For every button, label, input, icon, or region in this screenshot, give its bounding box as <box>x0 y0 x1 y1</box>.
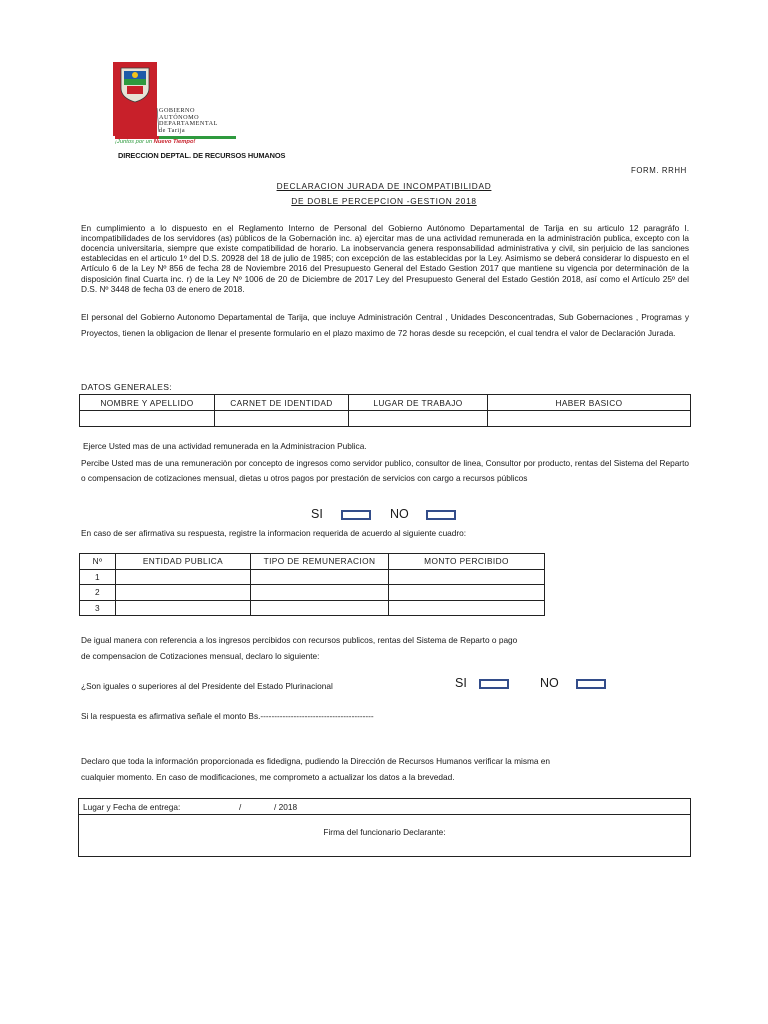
column-header-carnet: CARNET DE IDENTIDAD <box>215 395 349 411</box>
declaration-line-1: Declaro que toda la información proporcionada es fidedigna, pudiendo la Dirección de Recursos Humanos verificar la misma en <box>81 756 551 766</box>
intro-paragraph: En cumplimiento a lo dispuesto en el Reglamento Interno de Personal del Gobierno Autónomo Departamental de Tarija en su articulo 12 paragráfo I. incompatibilidades de los servidores (as) públicos de la Gobernación inc. a) ejercitar mas de una actividad remunerada en la administración publica, excepto con la docencia universitaria, siempre que existe compatibilidad de horario. La inobservancia genera responsabilidad administrativa y civil, sin perjuicio de las sanciones establecidas en el articulo 1º del D.S. 20928 del 18 de julio de 1985; con excepción de las establecidas por la Ley. Asimismo se deberá considerar lo dispuesto en el Artículo 6 de la Ley Nº 856 de fecha 28 de Noviembre 2016 del Presupuesto General del Estado Gestion 2017 que mantiene su vigencia por determinación de la disposición final Cuarta inc. r) de la Ley Nº 1006 de 20 de Diciembre de 2017 Ley del Presupuesto General del Estado Gestión 2018, así como el Artículo 25º del D.S. Nº 3448 de fecha 03 de enero de 2018. <box>81 223 689 294</box>
general-data-table <box>79 394 691 427</box>
gobernacion-logo <box>113 62 236 146</box>
pension-paragraph-line-1: De igual manera con referencia a los ingresos percibidos con recursos publicos, rentas del Sistema de Reparto o pago <box>81 635 518 645</box>
signature-box <box>78 798 691 857</box>
remuneration-header-row <box>80 554 545 570</box>
tipo-field[interactable] <box>251 569 389 585</box>
nombre-field[interactable] <box>80 411 215 427</box>
column-header-tipo: TIPO DE REMUNERACION <box>251 554 389 570</box>
form-title-text-2: DE DOBLE PERCEPCION -GESTION 2018 <box>291 196 477 206</box>
monto-field[interactable] <box>389 569 545 585</box>
column-header-nombre: NOMBRE Y APELLIDO <box>80 395 215 411</box>
remuneration-table <box>79 553 545 616</box>
column-header-entidad: ENTIDAD PUBLICA <box>116 554 251 570</box>
pension-paragraph-line-2: de compensacion de Cotizaciones mensual, declaro lo siguiente: <box>81 651 320 661</box>
logo-slogan-bold: Nuevo Tiempo! <box>153 139 196 145</box>
column-header-haber: HABER BASICO <box>488 395 691 411</box>
general-data-input-row <box>80 411 691 427</box>
amount-line: Si la respuesta es afirmativa señale el monto Bs.----------------------------------------- <box>81 711 374 721</box>
question-2-text: ¿Son iguales o superiores al del Presidente del Estado Plurinacional <box>81 681 333 691</box>
question-2-yes-label: SI <box>455 676 467 690</box>
form-title-line-1 <box>0 181 768 191</box>
place-date-label: Lugar y Fecha de entrega: <box>83 802 181 812</box>
table-row <box>80 585 545 601</box>
row-number: 3 <box>80 600 116 616</box>
question-1-no-checkbox[interactable] <box>426 510 456 520</box>
form-code: FORM. RRHH <box>631 166 687 175</box>
column-header-numero: Nº <box>80 554 116 570</box>
logo-slogan-prefix: ¡Juntos por un <box>115 139 154 145</box>
place-date-row[interactable] <box>79 799 690 815</box>
signature-label: Firma del funcionario Declarante: <box>323 827 446 837</box>
date-year-suffix: / 2018 <box>274 802 298 812</box>
logo-line-1: GOBIERNO <box>159 107 195 114</box>
column-header-monto: MONTO PERCIBIDO <box>389 554 545 570</box>
department-title: DIRECCION DEPTAL. DE RECURSOS HUMANOS <box>118 151 286 160</box>
question-2-yes-checkbox[interactable] <box>479 679 509 689</box>
entidad-field[interactable] <box>116 585 251 601</box>
personnel-paragraph: El personal del Gobierno Autonomo Departamental de Tarija, que incluye Administración Central , Unidades Desconcentradas, Sub Gobernaciones , Programas y Proyectos, tienen la obligacion de llenar el presente formulario en el plazo maximo de 72 horas desde su recepción, el cual tendra el valor de Declaración Jurada. <box>81 312 689 338</box>
row-number: 2 <box>80 585 116 601</box>
general-data-header-row <box>80 395 691 411</box>
haber-field[interactable] <box>488 411 691 427</box>
question-2-no-checkbox[interactable] <box>576 679 606 689</box>
logo-line-3: DEPARTAMENTAL <box>159 120 218 128</box>
lugar-field[interactable] <box>349 411 488 427</box>
entidad-field[interactable] <box>116 600 251 616</box>
form-title-line-2 <box>0 196 768 206</box>
form-title-text-1: DECLARACION JURADA DE INCOMPATIBILIDAD <box>276 181 492 191</box>
question-1-yes-label: SI <box>311 507 323 521</box>
column-header-lugar: LUGAR DE TRABAJO <box>349 395 488 411</box>
tipo-field[interactable] <box>251 585 389 601</box>
date-separator-1: / <box>239 802 242 812</box>
entidad-field[interactable] <box>116 569 251 585</box>
question-1-text: Ejerce Usted mas de una actividad remunerada en la Administracion Publica. <box>83 441 367 451</box>
pension-paragraph <box>81 632 601 664</box>
question-1-yes-checkbox[interactable] <box>341 510 371 520</box>
monto-field[interactable] <box>389 600 545 616</box>
table-row <box>80 600 545 616</box>
declaration-paragraph <box>81 753 681 785</box>
affirmative-note: En caso de ser afirmativa su respuesta, registre la informacion requerida de acuerdo al siguiente cuadro: <box>81 528 467 538</box>
monto-field[interactable] <box>389 585 545 601</box>
logo-line-2: AUTÓNOMO <box>159 113 200 121</box>
logo-slogan <box>115 139 195 145</box>
row-number: 1 <box>80 569 116 585</box>
logo-wordmark <box>159 108 218 134</box>
tipo-field[interactable] <box>251 600 389 616</box>
question-1-detail: Percibe Usted mas de una remuneraciòn por concepto de ingresos como servidor publico, consultor de linea, Consultor por producto, rentas del Sistema del Reparto o compensacion de cotizaciones mensual, dietas u otros pagos por prestación de servicios con cargo a recursos públicos <box>81 458 689 483</box>
declaration-line-2: cualquier momento. En caso de modificaciones, me comprometo a actualizar los datos a la brevedad. <box>81 772 455 782</box>
table-row <box>80 569 545 585</box>
question-2-no-label: NO <box>540 676 559 690</box>
logo-line-4: de Tarija <box>159 126 186 134</box>
general-data-label: DATOS GENERALES: <box>81 382 172 392</box>
question-1-no-label: NO <box>390 507 409 521</box>
carnet-field[interactable] <box>215 411 349 427</box>
